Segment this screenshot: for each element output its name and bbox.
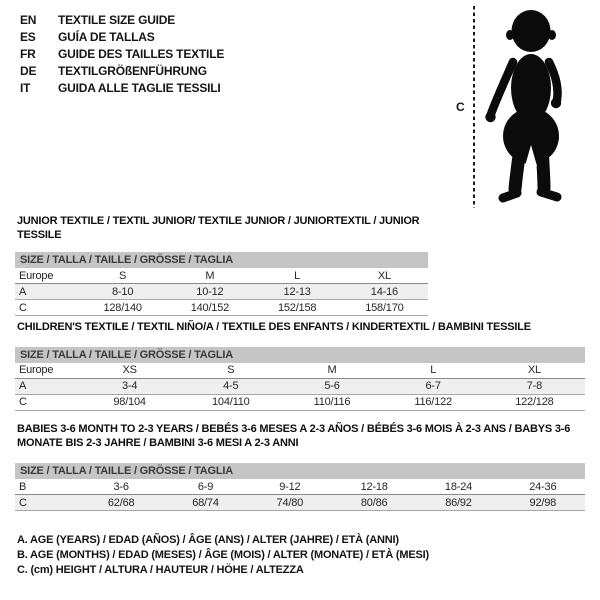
table-row	[15, 479, 585, 495]
table-cell: 110/116	[281, 394, 382, 410]
row-label: A	[15, 284, 79, 300]
children-size-table	[15, 363, 585, 411]
row-label: B	[15, 479, 79, 495]
junior-size-table	[15, 268, 428, 316]
language-code: ES	[20, 30, 36, 44]
row-label: C	[15, 495, 79, 511]
table-cell: 12-13	[254, 284, 341, 300]
row-label: C	[15, 300, 79, 316]
language-label: TEXTILE SIZE GUIDE	[58, 13, 176, 27]
table-cell: 140/152	[166, 300, 253, 316]
table-cell: 5-6	[281, 378, 382, 394]
table-cell: 6-9	[163, 479, 247, 495]
table-cell: 104/110	[180, 394, 281, 410]
table-cell: 122/128	[484, 394, 585, 410]
table-row	[15, 495, 585, 511]
table-cell: L	[254, 268, 341, 284]
language-code: FR	[20, 47, 36, 61]
table-cell: L	[383, 363, 484, 379]
section-title: BABIES 3-6 MONTH TO 2-3 YEARS / BEBÉS 3-6 MESES A 2-3 AÑOS / BÉBÉS 3-6 MOIS À 2-3 ANS / BABYS 3-6 MONATE BIS 2-3 JAHRE / BAMBINI 3-6 MESI A 2-3 ANNI	[17, 423, 571, 449]
section-children	[15, 321, 585, 411]
table-cell: 158/170	[341, 300, 428, 316]
table-row	[15, 378, 585, 394]
section-junior	[15, 215, 428, 316]
table-cell: 18-24	[416, 479, 500, 495]
table-row	[15, 300, 428, 316]
size-header-bar: SIZE / TALLA / TAILLE / GRÖSSE / TAGLIA	[15, 347, 585, 363]
table-cell: M	[281, 363, 382, 379]
row-label: Europe	[15, 363, 79, 379]
table-cell: 152/158	[254, 300, 341, 316]
language-label: TEXTILGRÖßENFÜHRUNG	[58, 64, 207, 78]
size-header-bar: SIZE / TALLA / TAILLE / GRÖSSE / TAGLIA	[15, 463, 585, 479]
legend-line-a: A. AGE (YEARS) / EDAD (AÑOS) / ÂGE (ANS) / ALTER (JAHRE) / ETÀ (ANNI)	[17, 534, 399, 546]
table-cell: XL	[341, 268, 428, 284]
section-title: CHILDREN'S TEXTILE / TEXTIL NIÑO/A / TEXTILE DES ENFANTS / KINDERTEXTIL / BAMBINI TESSILE	[17, 321, 531, 333]
table-cell: 14-16	[341, 284, 428, 300]
table-cell: 7-8	[484, 378, 585, 394]
babies-size-table	[15, 479, 585, 511]
row-label: C	[15, 394, 79, 410]
table-row	[15, 394, 585, 410]
table-cell: 24-36	[501, 479, 585, 495]
baby-silhouette-icon	[482, 8, 578, 208]
table-cell: 74/80	[248, 495, 332, 511]
table-row	[15, 284, 428, 300]
height-measure-label: C	[456, 100, 465, 114]
table-cell: 6-7	[383, 378, 484, 394]
table-cell: 10-12	[166, 284, 253, 300]
table-cell: 4-5	[180, 378, 281, 394]
height-dotted-line-icon	[473, 6, 475, 208]
table-cell: 3-6	[79, 479, 163, 495]
table-cell: 98/104	[79, 394, 180, 410]
section-babies	[15, 423, 585, 511]
table-row	[15, 363, 585, 379]
table-cell: S	[79, 268, 166, 284]
language-list	[20, 12, 224, 97]
table-cell: 80/86	[332, 495, 416, 511]
language-label: GUIDA ALLE TAGLIE TESSILI	[58, 81, 221, 95]
table-cell: 86/92	[416, 495, 500, 511]
figure-block	[450, 0, 590, 215]
table-row	[15, 268, 428, 284]
table-cell: XS	[79, 363, 180, 379]
table-cell: 8-10	[79, 284, 166, 300]
table-cell: 9-12	[248, 479, 332, 495]
table-cell: 116/122	[383, 394, 484, 410]
legend-line-b: B. AGE (MONTHS) / EDAD (MESES) / ÂGE (MOIS) / ALTER (MONATE) / ETÀ (MESI)	[17, 549, 429, 561]
table-cell: 68/74	[163, 495, 247, 511]
table-cell: 12-18	[332, 479, 416, 495]
row-label: A	[15, 378, 79, 394]
section-title: JUNIOR TEXTILE / TEXTIL JUNIOR/ TEXTILE JUNIOR / JUNIORTEXTIL / JUNIOR TESSILE	[17, 215, 420, 241]
legend	[17, 533, 429, 578]
legend-line-c: C. (cm) HEIGHT / ALTURA / HAUTEUR / HÖHE / ALTEZZA	[17, 564, 304, 576]
table-cell: S	[180, 363, 281, 379]
row-label: Europe	[15, 268, 79, 284]
size-header-bar: SIZE / TALLA / TAILLE / GRÖSSE / TAGLIA	[15, 252, 428, 268]
table-cell: XL	[484, 363, 585, 379]
language-code: DE	[20, 64, 37, 78]
language-label: GUIDE DES TAILLES TEXTILE	[58, 47, 225, 61]
table-cell: 3-4	[79, 378, 180, 394]
language-code: IT	[20, 81, 31, 95]
language-code: EN	[20, 13, 37, 27]
language-label: GUÍA DE TALLAS	[58, 30, 155, 44]
table-cell: 128/140	[79, 300, 166, 316]
table-cell: 92/98	[501, 495, 585, 511]
table-cell: M	[166, 268, 253, 284]
table-cell: 62/68	[79, 495, 163, 511]
